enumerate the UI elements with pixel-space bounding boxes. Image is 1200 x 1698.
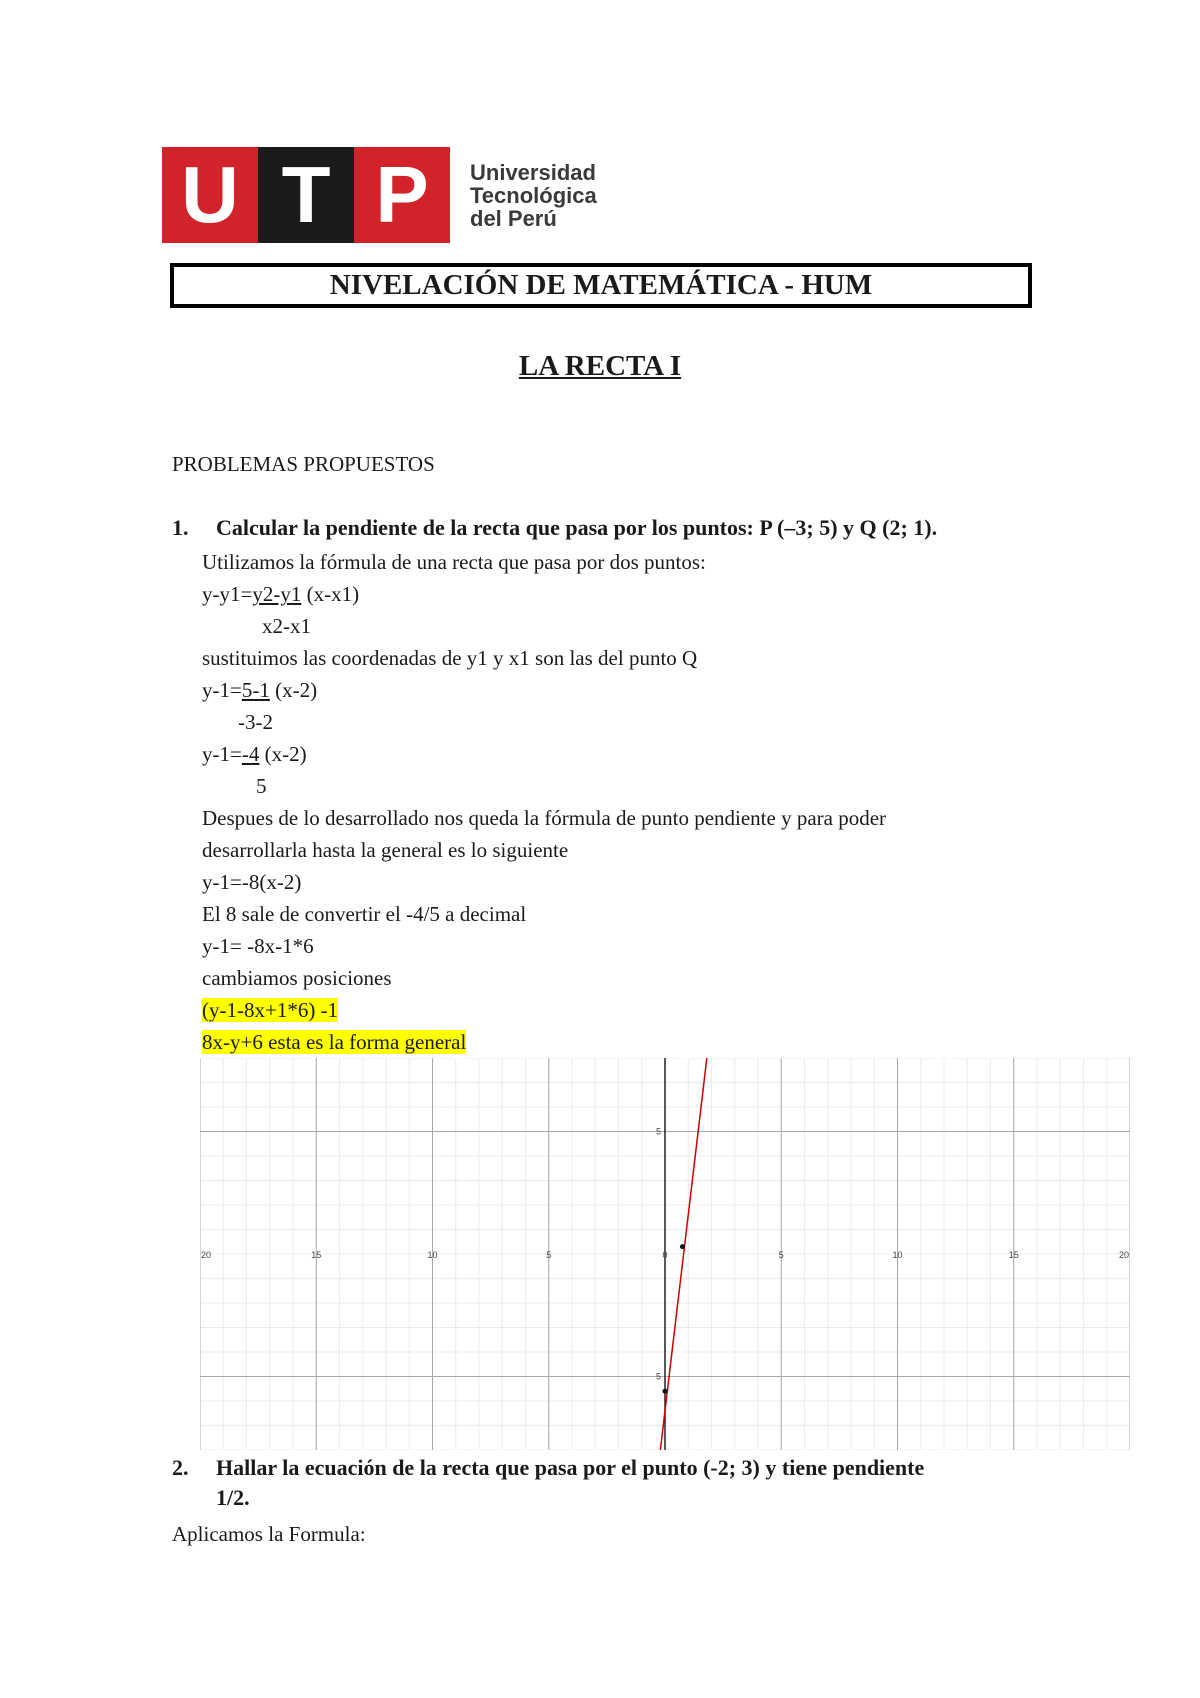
problem-text-continued: 1/2. [216,1485,250,1510]
logo-name-line: Universidad [470,159,596,185]
logo-letter-p: P [354,147,450,243]
formula-numerator: y2-y1 [252,582,302,606]
x-tick-label: 20 [200,1250,212,1260]
formula-denominator: x2-x1 [262,614,311,638]
logo-letter-t: T [258,147,354,243]
note-line: El 8 sale de convertir el -4/5 a decimal [202,902,527,926]
change-line: cambiamos posiciones [202,966,392,990]
logo-name-line: Tecnológica [470,182,597,208]
problem-1-statement [172,515,937,541]
x-tick-label: 10 [892,1250,903,1260]
course-title: NIVELACIÓN DE MATEMÁTICA - HUM [329,269,873,301]
problem-text: Hallar la ecuación de la recta que pasa por el punto (-2; 3) y tiene pendiente [216,1455,925,1480]
problem-2-statement [172,1455,1032,1511]
x-tick-label: 10 [427,1250,438,1260]
formula-line [202,582,359,607]
data-point [680,1244,685,1249]
step2-right: (x-2) [259,742,307,766]
step1-numerator: 5-1 [241,678,270,702]
y-tick-label: 5 [655,1126,661,1137]
formula-intro-line: Aplicamos la Formula: [172,1522,366,1546]
step1-right: (x-2) [269,678,318,702]
logo-letter-u: U [162,147,258,243]
step1-denominator: -3-2 [238,710,273,734]
substitution-line: sustituimos las coordenadas de y1 y x1 son las del punto Q [202,646,698,670]
highlighted-line [202,998,338,1023]
problem-number: 2. [172,1455,189,1480]
step1-line [202,678,317,703]
intro-line: Utilizamos la fórmula de una recta que pasa por dos puntos: [202,550,706,574]
explanation-line: desarrollarla hasta la general es lo siguiente [202,838,569,862]
highlighted-line [202,1030,466,1055]
explanation-line: Despues de lo desarrollado nos queda la fórmula de punto pendiente y para poder [202,806,887,830]
general-form-text: 8x-y+6 esta es la forma general [202,1030,467,1054]
problem-text: Calcular la pendiente de la recta que pasa por los puntos: P (–3; 5) y Q (2; 1). [216,515,938,540]
x-tick-label: 0 [662,1250,668,1260]
section-title: PROBLEMAS PROPUESTOS [172,452,435,476]
utp-logo [162,147,597,243]
logo-university-name [470,161,597,230]
line-graph [200,1058,1130,1450]
x-tick-label: 15 [311,1250,322,1260]
step2-denominator: 5 [256,774,267,798]
equation-line: y-1= -8x-1*6 [202,934,314,958]
formula-right: (x-x1) [301,582,360,606]
course-title-box [170,263,1032,308]
x-tick-label: 20 [1118,1250,1130,1260]
step2-left: y-1= [202,742,242,766]
page-title: LA RECTA I [518,350,682,382]
x-tick-label: 15 [1008,1250,1019,1260]
problem-number: 1. [172,515,189,540]
step2-line [202,742,307,767]
x-tick-label: 5 [546,1250,552,1260]
highlighted-text: (y-1-8x+1*6) -1 [202,998,339,1022]
formula-left: y-y1= [202,582,253,606]
x-tick-label: 5 [778,1250,784,1260]
step1-left: y-1= [202,678,242,702]
logo-name-line: del Perú [470,205,557,231]
equation-line: y-1=-8(x-2) [202,870,302,894]
y-tick-label: 5 [655,1371,661,1382]
step2-numerator: -4 [241,742,260,766]
data-point [663,1389,668,1394]
